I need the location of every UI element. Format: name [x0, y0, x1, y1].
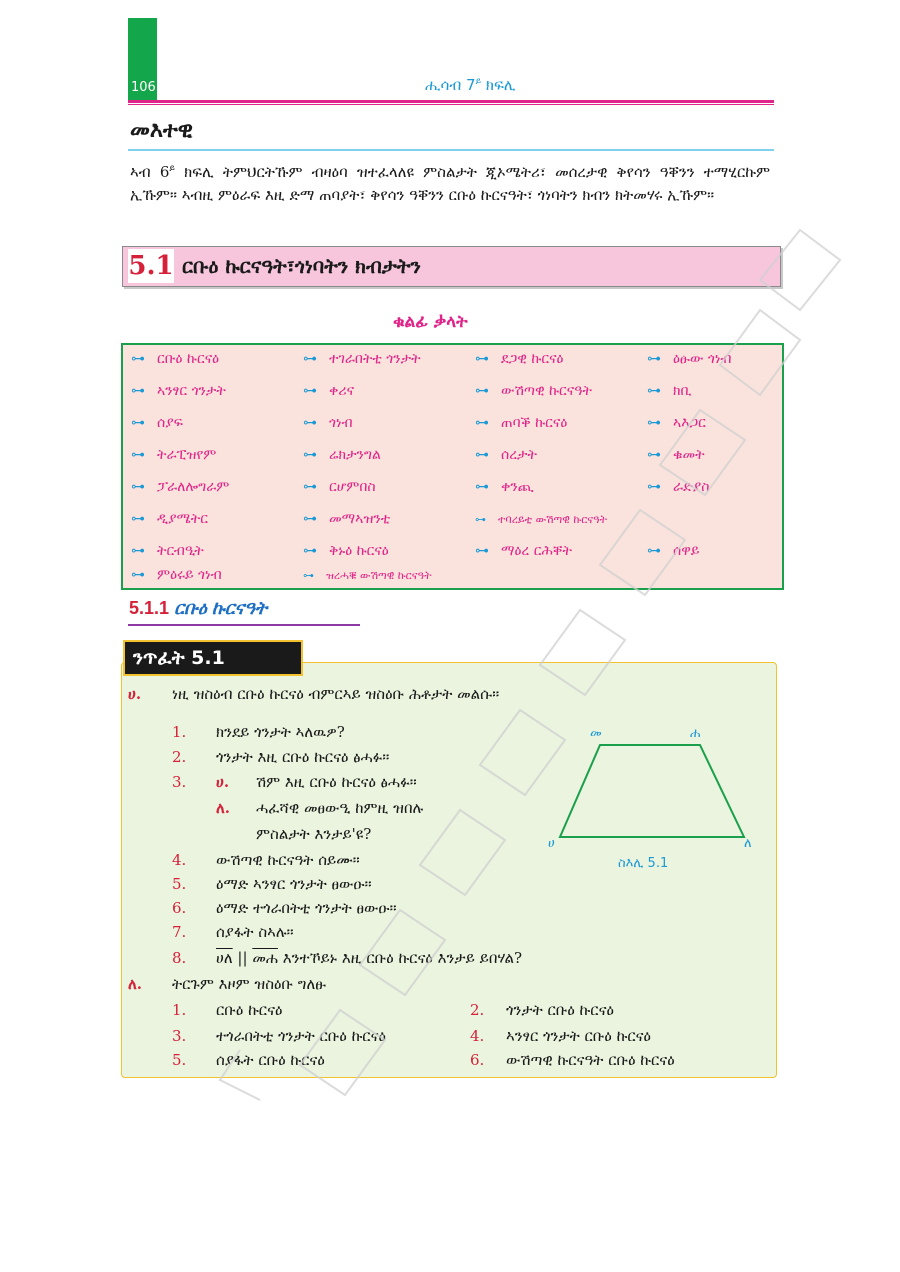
- question-text: ዕማድ ተጎራበትቲ ጎንታት ፀውዑ።: [216, 899, 397, 917]
- key-icon: ⊶: [131, 447, 145, 463]
- keyword-item: ⊶ ማዕረ ርሕቐት: [475, 543, 572, 559]
- key-icon: ⊶: [131, 351, 145, 367]
- keyword-item: ⊶ ደጋዊ ኩርናዕ: [475, 351, 564, 367]
- keyword-item: ⊶ መማኣዝንቲ: [303, 511, 391, 527]
- header-rule-thin: [128, 104, 774, 105]
- subsection-heading: 5.1.1 ርቡዕ ኩርናዓት: [129, 598, 267, 618]
- vertex-label: ሀ: [548, 836, 555, 851]
- key-icon: ⊶: [475, 415, 489, 431]
- key-icon: ⊶: [131, 543, 145, 559]
- keyword-item: ⊶ ውሽጣዊ ኩርናዓት: [475, 383, 592, 399]
- keywords-heading: ቁልፊ ቃላት: [393, 312, 468, 332]
- part-a-text: ነዚ ዝስዕብ ርቡዕ ኩርናዕ ብምርኣይ ዝስዕቡ ሕቶታት መልሱ።: [172, 685, 500, 703]
- keywords-box: [121, 343, 784, 590]
- question-text: ሽም እዚ ርቡዕ ኩርናዕ ፅሓፉ።: [256, 773, 417, 791]
- keyword-item: ⊶ ርቡዕ ኩርናዕ: [131, 351, 220, 367]
- definition-text: ተጎራበትቲ ጎንታት ርቡዕ ኩርናዕ: [216, 1027, 386, 1045]
- keyword-item: ⊶ ቁመት: [647, 447, 705, 463]
- definition-text: ውሽጣዊ ኩርናዓት ርቡዕ ኩርናዕ: [506, 1051, 675, 1069]
- subsection-rule: [128, 624, 360, 626]
- question-text: ክንደይ ጎንታት ኣለዉዎ?: [216, 723, 345, 741]
- activity-box: [121, 662, 777, 1078]
- keyword-item: ⊶ ኣንፃር ጎንታት: [131, 383, 226, 399]
- question-number: 3.: [172, 773, 187, 791]
- keyword-item: ⊶ ቅኑዕ ኩርናዕ: [303, 543, 389, 559]
- trapezoid-figure: [548, 715, 758, 875]
- key-icon: ⊶: [647, 447, 661, 463]
- keyword-item: ⊶ ራድያስ: [647, 479, 710, 495]
- vertex-label: መ: [590, 726, 602, 741]
- keyword-item: ⊶ ተባረይቲ ውሽጣዊ ኩርናዓት: [475, 513, 608, 526]
- key-icon: ⊶: [303, 351, 317, 367]
- key-icon: ⊶: [647, 351, 661, 367]
- key-icon: ⊶: [647, 543, 661, 559]
- key-icon: ⊶: [475, 543, 489, 559]
- keyword-item: ⊶ ቀሪና: [303, 383, 355, 399]
- definition-text: ሰያፋት ርቡዕ ኩርናዕ: [216, 1051, 325, 1069]
- key-icon: ⊶: [303, 479, 317, 495]
- key-icon: ⊶: [303, 543, 317, 559]
- definition-number: 6.: [470, 1051, 485, 1069]
- key-icon: ⊶: [475, 479, 489, 495]
- key-icon: ⊶: [303, 569, 314, 582]
- vertex-label: ሐ: [690, 726, 701, 741]
- key-icon: ⊶: [475, 447, 489, 463]
- question-number: 6.: [172, 899, 187, 917]
- question-number: 5.: [172, 875, 187, 893]
- key-icon: ⊶: [131, 511, 145, 527]
- definition-number: 4.: [470, 1027, 485, 1045]
- question-text: ሓፈሻዊ መፀውዒ ከምዚ ዝበሉ: [256, 799, 424, 817]
- page-number: 106: [131, 80, 156, 95]
- key-icon: ⊶: [131, 567, 145, 583]
- activity-label: ንጥፈት 5.1: [123, 640, 303, 676]
- keyword-item: ⊶ ኣእጋር: [647, 415, 706, 431]
- question-number: 2.: [172, 748, 187, 766]
- keyword-item: ⊶ ክቢ: [647, 383, 692, 399]
- vertex-label: ለ: [744, 836, 752, 851]
- question-number: 7.: [172, 923, 187, 941]
- key-icon: ⊶: [303, 511, 317, 527]
- question-number: 1.: [172, 723, 187, 741]
- key-icon: ⊶: [647, 383, 661, 399]
- definition-number: 2.: [470, 1001, 485, 1019]
- part-a-marker: ሀ.: [128, 685, 142, 703]
- key-icon: ⊶: [131, 479, 145, 495]
- question-number: 8.: [172, 949, 187, 967]
- keyword-item: ⊶ ዕፁው ጎነብ: [647, 351, 732, 367]
- part-b-marker: ለ.: [128, 975, 143, 993]
- key-icon: ⊶: [647, 479, 661, 495]
- keyword-item: ⊶ ትርብዒት: [131, 543, 204, 559]
- keyword-item: ⊶ ምዕሩይ ጎነብ: [131, 567, 222, 583]
- key-icon: ⊶: [303, 447, 317, 463]
- question-text: ውሽጣዊ ኩርናዓት ሰይሙ።: [216, 851, 360, 869]
- keyword-item: ⊶ ቀንጪ: [475, 479, 534, 495]
- keyword-item: ⊶ ፓራለሎግራም: [131, 479, 230, 495]
- figure-caption: ስእሊ 5.1: [618, 856, 669, 871]
- part-b-text: ትርጉም እዞም ዝስዕቡ ግለፁ: [172, 975, 327, 993]
- keyword-item: ⊶ ሰያፍ: [131, 415, 183, 431]
- intro-rule: [128, 149, 774, 151]
- key-icon: ⊶: [475, 513, 486, 526]
- key-icon: ⊶: [475, 351, 489, 367]
- trapezoid-shape: [560, 745, 744, 837]
- key-icon: ⊶: [647, 415, 661, 431]
- header-title: ሒሳብ $7^ይ$ ክፍሊ: [425, 76, 516, 94]
- keyword-item: ⊶ ጠባቕ ኩርናዕ: [475, 415, 568, 431]
- keyword-item: ⊶ ተገራበትቲ ጎንታት: [303, 351, 421, 367]
- question-text: ሰያፋት ስኣሉ።: [216, 923, 294, 941]
- intro-heading: መእተዊ: [130, 118, 193, 143]
- section-title: ርቡዕ ኩርናዓት፣ጎነባትን ክብታትን: [182, 254, 421, 278]
- definition-number: 1.: [172, 1001, 187, 1019]
- question-text: ምስልታት እንታይ'ዩ?: [256, 825, 372, 843]
- definition-number: 5.: [172, 1051, 187, 1069]
- question-text: ጎንታት እዚ ርቡዕ ኩርናዕ ፅሓፉ።: [216, 748, 390, 766]
- key-icon: ⊶: [131, 415, 145, 431]
- question-sub-marker: ለ.: [216, 799, 231, 817]
- question-sub-marker: ሀ.: [216, 773, 230, 791]
- key-icon: ⊶: [303, 415, 317, 431]
- definition-text: ጎንታት ርቡዕ ኩርናዕ: [506, 1001, 614, 1019]
- key-icon: ⊶: [475, 383, 489, 399]
- keyword-item: ⊶ ርሆምበስ: [303, 479, 376, 495]
- keyword-item: ⊶ ሬክታንግል: [303, 447, 381, 463]
- key-icon: ⊶: [303, 383, 317, 399]
- question-text: ሀለ || መሐ እንተኾይኑ እዚ ርቡዕ ኩርናዕ እንታይ ይበሃል?: [216, 949, 523, 967]
- key-icon: ⊶: [131, 383, 145, 399]
- definition-number: 3.: [172, 1027, 187, 1045]
- question-number: 4.: [172, 851, 187, 869]
- section-number: 5.1: [128, 251, 174, 281]
- definition-text: ኣንፃር ጎንታት ርቡዕ ኩርናዕ: [506, 1027, 651, 1045]
- keyword-item: ⊶ ዲያሜትር: [131, 511, 208, 527]
- definition-text: ርቡዕ ኩርናዕ: [216, 1001, 283, 1019]
- keyword-item: ⊶ ዝረሓቑ ውሽጣዊ ኩርናዓት: [303, 569, 432, 582]
- question-text: ዕማድ ኣንፃር ጎንታት ፀውዑ።: [216, 875, 372, 893]
- keyword-item: ⊶ ትራፒዝየም: [131, 447, 217, 463]
- keyword-item: ⊶ ጎነብ: [303, 415, 353, 431]
- keyword-item: ⊶ ሰዋይ: [647, 543, 700, 559]
- keyword-item: ⊶ ሰረታት: [475, 447, 537, 463]
- header-rule: [128, 100, 774, 103]
- intro-paragraph: ኣብ $6^ይ$ ክፍሊ ትምህርትኹም ብዛዕባ ዝተፈላለዩ ምስልታት ጂኦሜትሪ፣ መሰረታዊ ቅየሳን ዓቐንን ተማሂርኩም ኢኹም። ኣብዚ ምዕራፍ እዚ ድማ ጠባያት፣ ቅየሳን ዓቐንን ርቡዕ ኩርናዓት፣ ጎነባትን ክብን ክትመሃሩ ኢኹም።: [130, 163, 771, 204]
